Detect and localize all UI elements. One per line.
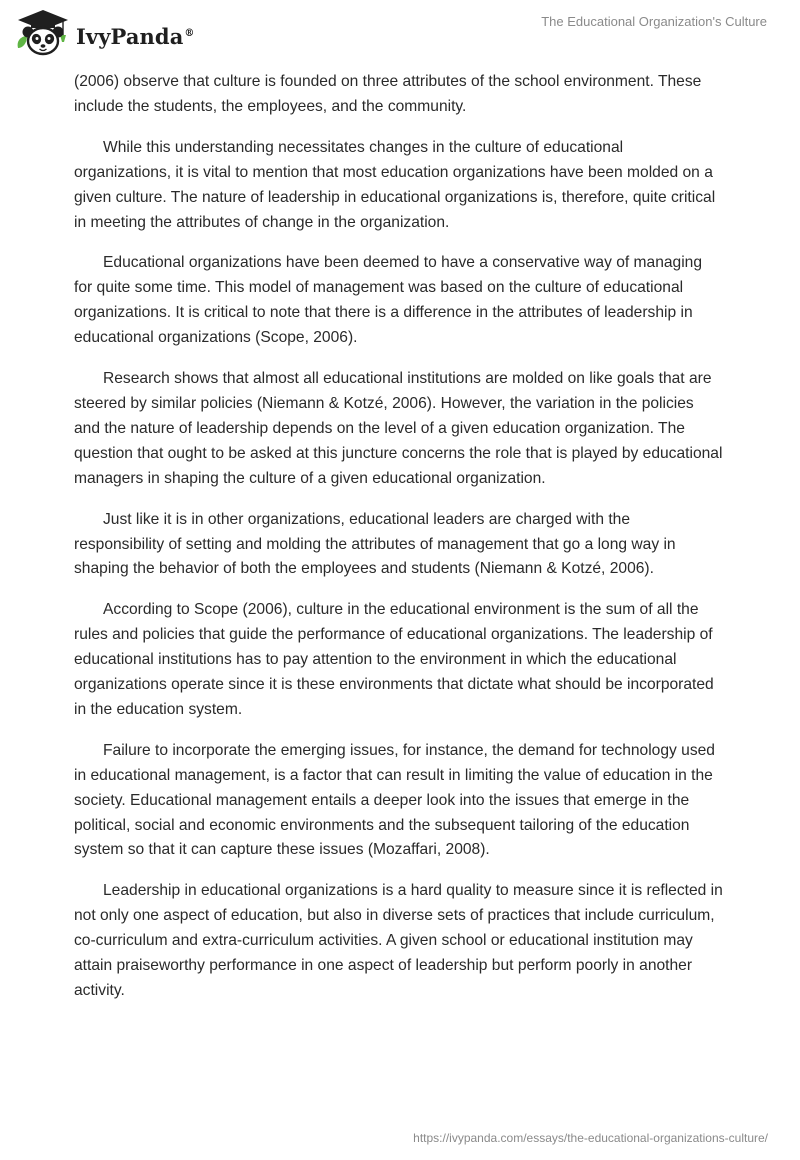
paragraph: Leadership in educational organizations is a hard quality to measure since it is reflected in not only one aspect of education, but also in diverse sets of practices that include curriculum, co-curriculum and extra-curriculum activities. A given school or educational institution may attain praiseworthy performance in one aspect of leadership but perform poorly in another activity. xyxy=(74,882,723,999)
paragraph: Just like it is in other organizations, educational leaders are charged with the responsibility of setting and molding the attributes of management that go a long way in shaping the behavior of both the employees and students (Niemann & Kotzé, 2006). xyxy=(74,510,676,578)
paragraph: Failure to incorporate the emerging issues, for instance, the demand for technology used in educational management, is a factor that can result in limiting the value of education in the society. Educational management entails a deeper look into the issues that emerge in the political, social and economic environments and the subsequent tailoring of the education system so that it can capture these issues (Mozaffari, 2008). xyxy=(74,741,715,859)
paragraph: (2006) observe that culture is founded on three attributes of the school environment. These include the students, the employees, and the community. xyxy=(74,73,702,115)
ivypanda-logo-link[interactable] xyxy=(14,8,195,60)
essay-body xyxy=(74,70,724,1020)
paragraph: According to Scope (2006), culture in the educational environment is the sum of all the rules and policies that guide the performance of educational organizations. The leadership of educational institutions has to pay attention to the environment in which the educational organizations operate since it is these environments that dictate what should be incorporated in the education system. xyxy=(74,601,714,718)
source-url-link[interactable]: https://ivypanda.com/essays/the-educational-organizations-culture/ xyxy=(413,1131,768,1145)
brand-name: IvyPanda® xyxy=(76,23,195,49)
panda-graduation-cap-icon xyxy=(14,8,72,60)
paragraph: Research shows that almost all educational institutions are molded on like goals that are steered by similar policies (Niemann & Kotzé, 2006). However, the variation in the policies and the nature of leadership depends on the level of a given education organization. The question that ought to be asked at this juncture concerns the role that is played by educational managers in shaping the culture of a given educational organization. xyxy=(74,370,723,487)
document-title: The Educational Organization's Culture xyxy=(541,14,767,29)
paragraph: While this understanding necessitates changes in the culture of educational organizations, it is vital to mention that most education organizations have been molded on a given culture. The nature of leadership in educational organizations is, therefore, quite critical in meeting the attributes of change in the organization. xyxy=(74,138,716,231)
paragraph: Educational organizations have been deemed to have a conservative way of managing for quite some time. This model of management was based on the culture of educational organizations. It is critical to note that there is a difference in the attributes of leadership in educational organizations (Scope, 2006). xyxy=(74,254,703,347)
page-header xyxy=(0,0,800,70)
registered-mark: ® xyxy=(184,27,195,39)
